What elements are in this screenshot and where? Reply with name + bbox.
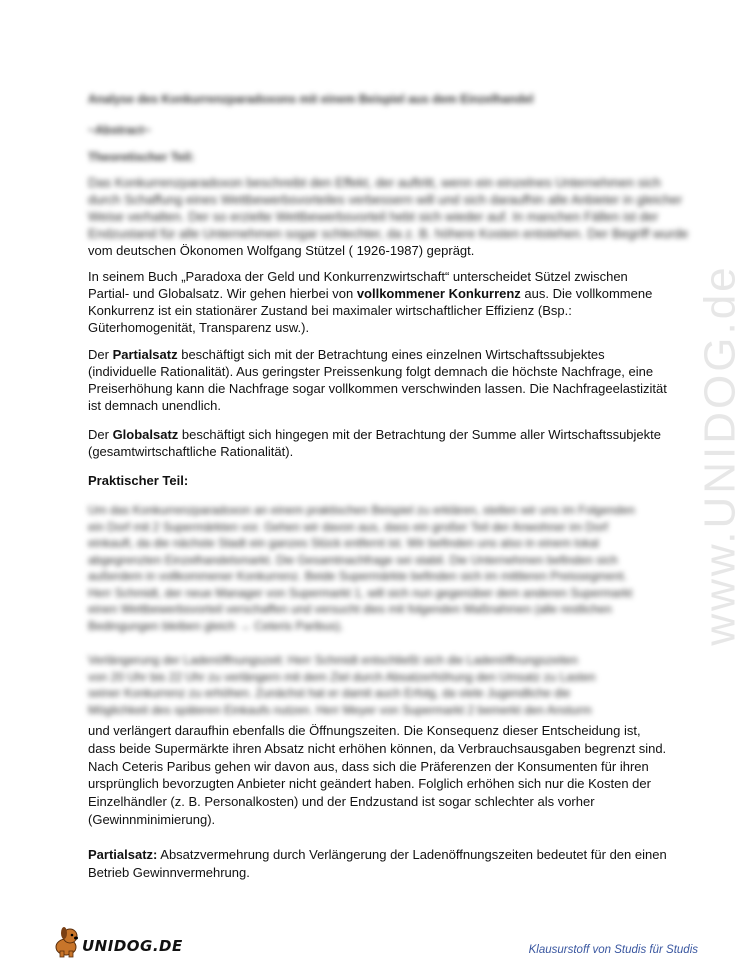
abstract-label: ~Abstract~ <box>88 123 151 137</box>
watermark: www.UNIDOG.de <box>695 264 745 646</box>
term-partialsatz: Partialsatz <box>112 347 178 362</box>
footer-tagline: Klausurstoff von Studis für Studis <box>528 944 698 956</box>
partial-conclusion: Partialsatz: Absatzvermehrung durch Verlängerung der Ladenöffnungszeiten bedeutet für den einen Betrieb Gewinnvermehrung. <box>88 847 667 880</box>
practical-line: Herr Schmidt, der neue Manager von Supermarkt 1, will sich nun gegenüber dem anderen Supermarkt <box>88 585 633 600</box>
intro-visible-line: vom deutschen Ökonomen Wolfgang Stützel ( 1926-1987) geprägt. <box>88 243 475 258</box>
extension-blurred-paragraph <box>88 652 668 718</box>
extension-line: seiner Konkurrenz zu erhöhen. Zunächst hat er damit auch Erfolg, da viele Jugendliche die <box>88 686 571 700</box>
practical-line: Bedingungen bleiben gleich → Ceteris Paribus). <box>88 618 344 633</box>
extension-paragraph: und verlängert daraufhin ebenfalls die Öffnungszeiten. Die Konsequenz dieser Entscheidung ist, dass beide Supermärkte ihren Absatz nicht erhöhen können, da Verbrauchsausgaben begrenzt sind. Nach Ceteris Paribus gehen wir davon aus, dass sich die Präferenzen der Konsumenten für ihren ursprünglich bevorzugten Anbieter nicht geändert haben. Folglich erhöhen sich nur die Kosten der Einzelhändler (z. B. Personalkosten) und der Endzustand ist sogar schlechter als vorher (Gewinnminimierung). <box>88 723 667 827</box>
logo-text: UNIDOG.DE <box>82 937 183 955</box>
term-globalsatz: Globalsatz <box>112 427 179 442</box>
practical-line: Um das Konkurrenzparadoxon an einem praktischen Beispiel zu erklären, stellen wir uns im Folgenden <box>88 503 635 517</box>
theory-heading: Theoretischer Teil: <box>88 150 195 164</box>
intro-paragraph <box>88 174 689 259</box>
extension-line: Möglichkeit des späteren Einkaufs nutzen. Herr Meyer von Supermarkt 2 bemerkt den Ansturm <box>88 702 592 717</box>
paragraph-partialsatz: Der Partialsatz beschäftigt sich mit der Betrachtung eines einzelnen Wirtschaftssubjektes (individuelle Rationalität). Aus geringster Preissenkung folgt demnach die höchste Nachfrage, eine Preiserhöhung kann die Nachfrage sogar vollkommen verschwinden lassen. Die Nachfrageelastizität ist demnach unendlich. <box>88 347 667 413</box>
extension-line: von 20 Uhr bis 22 Uhr zu verlängern mit dem Ziel durch Absatzerhöhung den Umsatz zu Lasten <box>88 669 596 684</box>
practical-line: außerdem in vollkommener Konkurrenz. Beide Supermärkte befinden sich im mittleren Preissegment. <box>88 569 627 583</box>
paragraph-globalsatz: Der Globalsatz beschäftigt sich hingegen mit der Betrachtung der Summe aller Wirtschaftssubjekte (gesamtwirtschaftliche Rationalität). <box>88 427 661 459</box>
term-partialsatz-conclusion: Partialsatz: <box>88 847 158 862</box>
practical-line: ein Dorf mit 2 Supermärkten vor. Gehen wir davon aus, dass ein großer Teil der Anwohner im Dorf <box>88 519 609 534</box>
dog-icon <box>52 925 84 959</box>
document-title: Analyse des Konkurrenzparadoxons mit einem Beispiel aus dem Einzelhandel <box>88 92 534 106</box>
extension-line: Verlängerung der Ladenöffnungszeit: Herr Schmidt entschließt sich die Ladenöffnungszeiten <box>88 653 578 667</box>
intro-blurred-line: Weise verhalten. Der so erzielte Wettbewerbsvorteil hebt sich wieder auf. In manchen Fällen ist der <box>88 209 659 224</box>
practical-paragraph <box>88 502 668 634</box>
intro-blurred-line: Das Konkurrenzparadoxon beschreibt den Effekt, der auftritt, wenn ein einzelnes Unternehmen sich <box>88 175 661 190</box>
term-vollkommene-konkurrenz: vollkommener Konkurrenz <box>356 286 521 301</box>
practical-line: abgegrenzten Einzelhandelsmarkt. Die Gesamtnachfrage sei stabil. Die Unternehmen befinden sich <box>88 552 618 567</box>
practical-line: einen Wettbewerbsvorteil verschaffen und versucht dies mit folgenden Maßnahmen (alle restlichen <box>88 602 612 616</box>
practical-line: einkauft, da die nächste Stadt ein ganzes Stück entfernt ist. Wir befinden uns also in einem lokal <box>88 536 599 550</box>
intro-blurred-line: durch Schaffung eines Wettbewerbsvorteiles verbessern will und sich daraufhin alle Anbieter in gleicher <box>88 192 683 207</box>
unidog-logo[interactable] <box>52 925 182 961</box>
practical-heading: Praktischer Teil: <box>88 473 189 488</box>
intro-blurred-line: Endzustand für alle Unternehmen sogar schlechter, da z. B. höhere Kosten entstehen. Der Begriff wurde <box>88 226 689 241</box>
paragraph-konkurrenz: In seinem Buch „Paradoxa der Geld und Konkurrenzwirtschaft“ unterscheidet Sützel zwischen Partial- und Globalsatz. Wir gehen hierbei von vollkommener Konkurrenz aus. Die vollkommene Konkurrenz ist ein stationärer Zustand bei maximaler wirtschaftlicher Effizienz (Bsp.: Güterhomogenität, Transparenz usw.). <box>88 269 653 335</box>
